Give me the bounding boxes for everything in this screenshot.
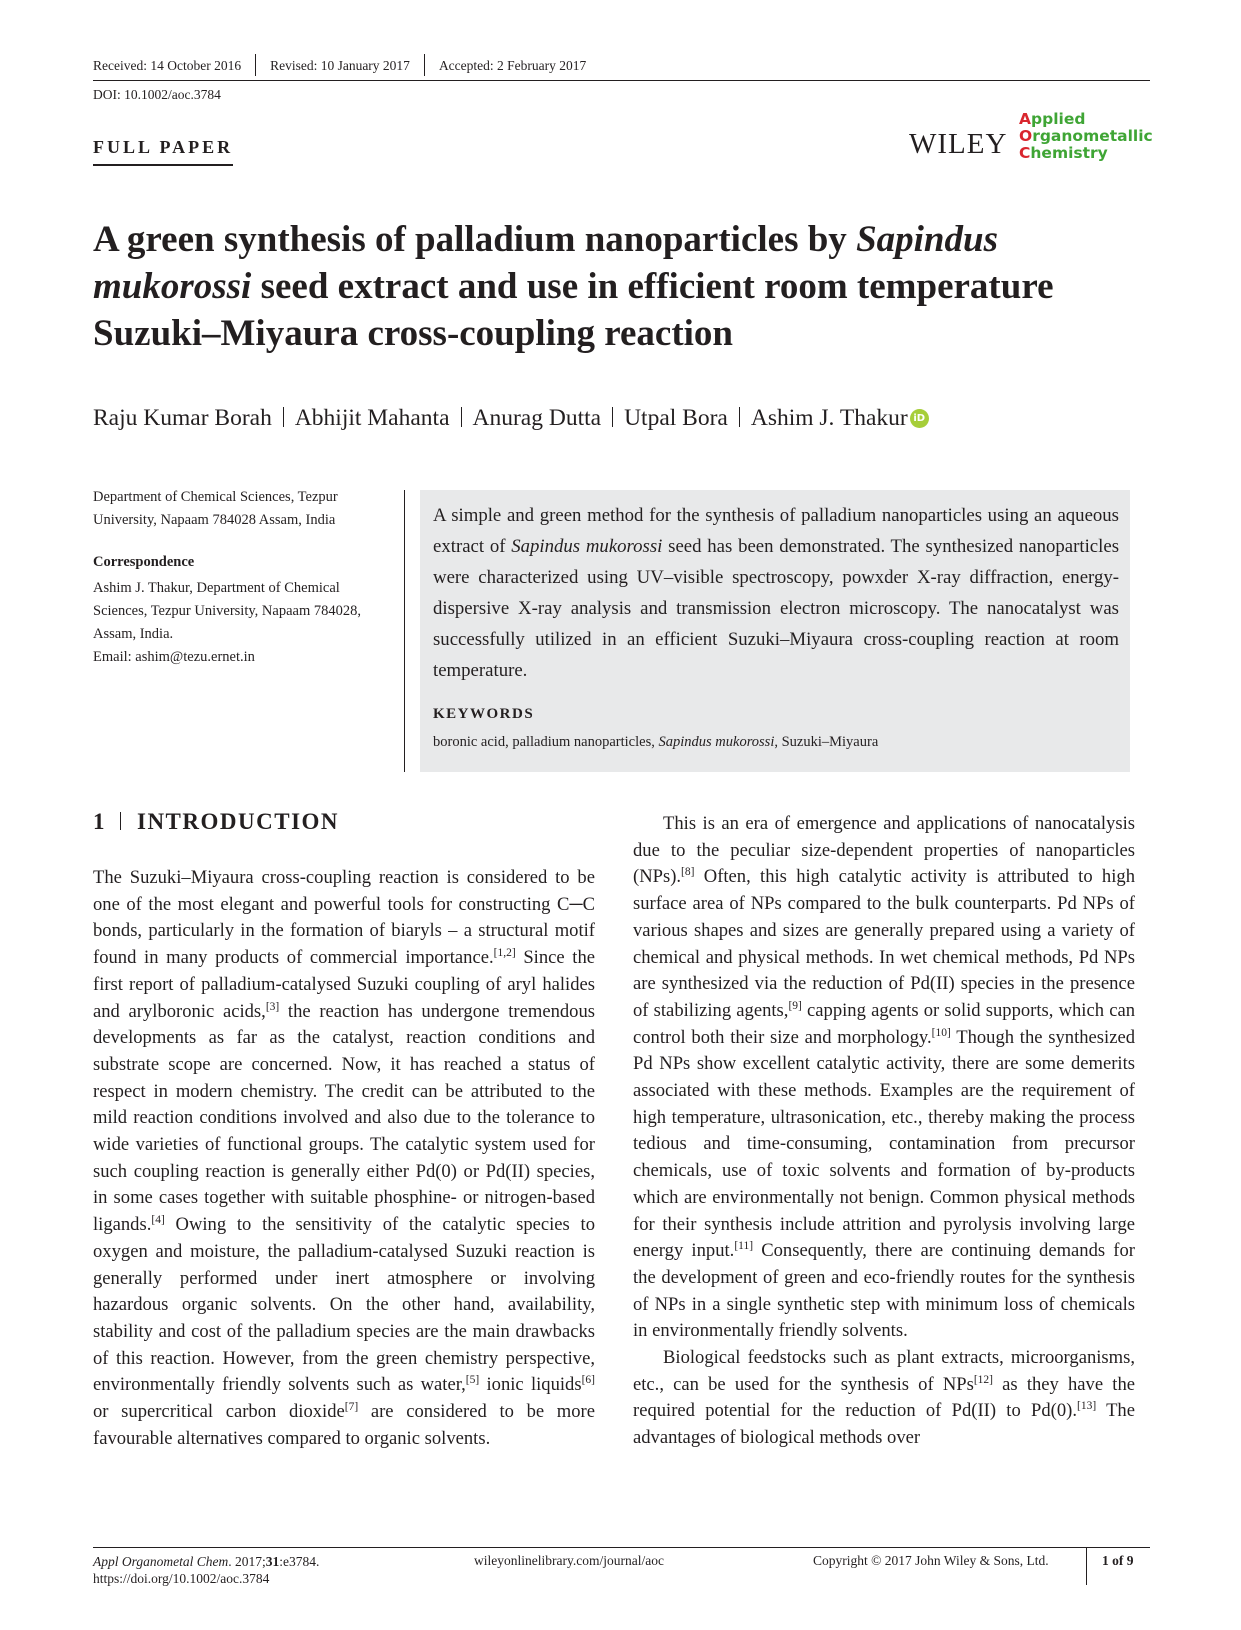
journal-website-link[interactable]: wileyonlinelibrary.com/journal/aoc xyxy=(474,1553,664,1568)
received-date: Received: 14 October 2016 xyxy=(93,58,242,74)
section-heading xyxy=(93,809,339,835)
author-name[interactable]: Anurag Dutta xyxy=(472,405,602,431)
doi-link[interactable]: https://doi.org/10.1002/aoc.3784 xyxy=(93,1571,270,1586)
journal-logo-line xyxy=(1019,128,1153,145)
affiliation: Department of Chemical Sciences, Tezpur University, Napaam 784028 Assam, India xyxy=(93,489,338,528)
journal-logo-rest: hemistry xyxy=(1030,144,1108,162)
divider xyxy=(283,407,284,427)
author-name[interactable]: Raju Kumar Borah xyxy=(93,405,272,431)
author-list xyxy=(93,405,929,432)
citation[interactable]: [13] xyxy=(1076,1400,1097,1413)
author-name[interactable]: Abhijit Mahanta xyxy=(294,405,450,431)
body-column-left xyxy=(93,865,595,1452)
paragraph: This is an era of emergence and applications of nanocatalysis due to the peculiar size-dependent properties of nanoparticles (NPs).[8] Often, this high catalytic activity is attributed to high surface area of NPs compared to the bulk counterparts. Pd NPs of various shapes and sizes are generally prepared using a variety of chemical and physical methods. In wet chemical methods, Pd NPs are synthesized via the reduction of Pd(II) species in the presence of stabilizing agents,[9] capping agents or solid supports, which can control both their size and morphology.[10] Though the synthesized Pd NPs show excellent catalytic activity, there are some demerits associated with these methods. Examples are the requirement of high temperature, ultrasonication, etc., thereby making the process tedious and time-consuming, contamination from precursor chemicals, use of toxic solvents and formation of by-products which are environmentally not benign. Common physical methods for their synthesis include attrition and pyrolysis involving large energy input.[11] Consequently, there are continuing demands for the development of green and eco-friendly routes for the synthesis of NPs in a single synthetic step with minimum loss of chemicals in environmentally friendly solvents. xyxy=(633,813,1136,1342)
section-number: 1 xyxy=(93,809,106,834)
paragraph: Biological feedstocks such as plant extracts, microorganisms, etc., can be used for the synthesis of NPs[12] as they have the required potential for the reduction of Pd(II) to Pd(0).[13] The advantages of biological methods over xyxy=(633,1347,1135,1449)
footer-rule xyxy=(93,1547,1150,1548)
citation[interactable]: [3] xyxy=(265,1000,280,1013)
journal-logo-line xyxy=(1019,145,1153,162)
article-type: FULL PAPER xyxy=(93,137,233,166)
journal-logo xyxy=(1019,111,1153,162)
citation[interactable]: [6] xyxy=(581,1374,595,1387)
citation[interactable]: [9] xyxy=(788,999,802,1012)
correspondence-heading: Correspondence xyxy=(93,554,195,570)
divider xyxy=(739,407,740,427)
correspondence-address: Ashim J. Thakur, Department of Chemical Sciences, Tezpur University, Napaam 784028, Assam, India. xyxy=(93,580,361,642)
body-column-right xyxy=(633,811,1135,1452)
author-name[interactable]: Ashim J. Thakur xyxy=(750,405,908,431)
page-number: 1 of 9 xyxy=(1102,1553,1134,1568)
copyright: Copyright © 2017 John Wiley & Sons, Ltd. xyxy=(813,1553,1049,1568)
orcid-icon[interactable]: iD xyxy=(910,409,929,428)
citation[interactable]: [1,2] xyxy=(493,947,516,960)
header-rule xyxy=(93,80,1150,81)
journal-logo-rest: rganometallic xyxy=(1032,127,1153,145)
journal-logo-initial: O xyxy=(1019,127,1033,145)
keywords: boronic acid, palladium nanoparticles, Sapindus mukorossi, Suzuki–Miyaura xyxy=(433,734,879,750)
abstract: A simple and green method for the synthesis of palladium nanoparticles using an aqueous extract of Sapindus mukorossi seed has been demonstrated. The synthesized nanoparticles were characterized using UV–visible spectroscopy, powxder X-ray diffraction, energy-dispersive X-ray analysis and transmission electron microscopy. The nanocatalyst was successfully utilized in an efficient Suzuki–Miyaura cross-coupling reaction at room temperature. xyxy=(433,505,1120,681)
accepted-date: Accepted: 2 February 2017 xyxy=(438,58,587,74)
author-name[interactable]: Utpal Bora xyxy=(624,405,728,431)
citation-footer xyxy=(93,1553,319,1587)
citation[interactable]: [10] xyxy=(931,1026,951,1039)
keywords-heading: KEYWORDS xyxy=(433,706,535,722)
journal-logo-initial: C xyxy=(1019,144,1031,162)
section-title: INTRODUCTION xyxy=(137,809,340,834)
citation[interactable]: [4] xyxy=(151,1214,165,1227)
revised-date: Revised: 10 January 2017 xyxy=(270,58,410,74)
divider xyxy=(461,407,462,427)
abstract-rule xyxy=(404,490,405,772)
paragraph: The Suzuki–Miyaura cross-coupling reaction is considered to be one of the most elegant and powerful tools for constructing C─C bonds, particularly in the formation of biaryls – a structural motif found in many products of commercial importance.[1,2] Since the first report of palladium-catalysed Suzuki coupling of aryl halides and arylboronic acids,[3] the reaction has undergone tremendous developments as far as the catalyst, reaction conditions and substrate scope are concerned. Now, it has reached a status of respect in modern chemistry. The credit can be attributed to the mild reaction conditions involved and also due to the tolerance to wide varieties of functional groups. The catalytic system used for such coupling reaction is generally either Pd(0) or Pd(II) species, in some cases together with suitable phosphine- or nitrogen-based ligands.[4] Owing to the sensitivity of the catalytic species to oxygen and moisture, the palladium-catalysed Suzuki reaction is generally performed under inert atmosphere or involving hazardous organic solvents. On the other hand, availability, stability and cost of the palladium species are the main drawbacks of this reaction. However, from the green chemistry perspective, environmentally friendly solvents such as water,[5] ionic liquids[6] or supercritical carbon dioxide[7] are considered to be more favourable alternatives compared to organic solvents. xyxy=(93,867,596,1449)
article-history xyxy=(93,58,586,76)
publisher-logo: WILEY xyxy=(909,128,1008,160)
divider xyxy=(612,407,613,427)
journal-logo-initial: A xyxy=(1019,110,1031,128)
divider xyxy=(120,812,121,830)
citation[interactable]: [5] xyxy=(465,1374,480,1387)
journal-citation: Appl Organometal Chem. 2017;31:e3784. xyxy=(93,1554,320,1569)
journal-logo-rest: pplied xyxy=(1031,110,1086,128)
correspondence xyxy=(93,577,393,669)
correspondence-email[interactable]: Email: ashim@tezu.ernet.in xyxy=(93,649,255,665)
doi[interactable]: DOI: 10.1002/aoc.3784 xyxy=(93,87,221,102)
citation[interactable]: [7] xyxy=(344,1401,359,1414)
divider xyxy=(255,54,256,76)
journal-logo-line xyxy=(1019,111,1153,128)
citation[interactable]: [12] xyxy=(973,1373,993,1386)
footer-divider xyxy=(1086,1547,1087,1585)
citation[interactable]: [11] xyxy=(734,1240,754,1253)
divider xyxy=(424,54,425,76)
paper-title: A green synthesis of palladium nanoparticles by Sapindus mukorossi seed extract and use in efficient room temperature Suzuki–Miyaura cross-coupling reaction xyxy=(93,219,1054,354)
citation[interactable]: [8] xyxy=(681,866,695,879)
